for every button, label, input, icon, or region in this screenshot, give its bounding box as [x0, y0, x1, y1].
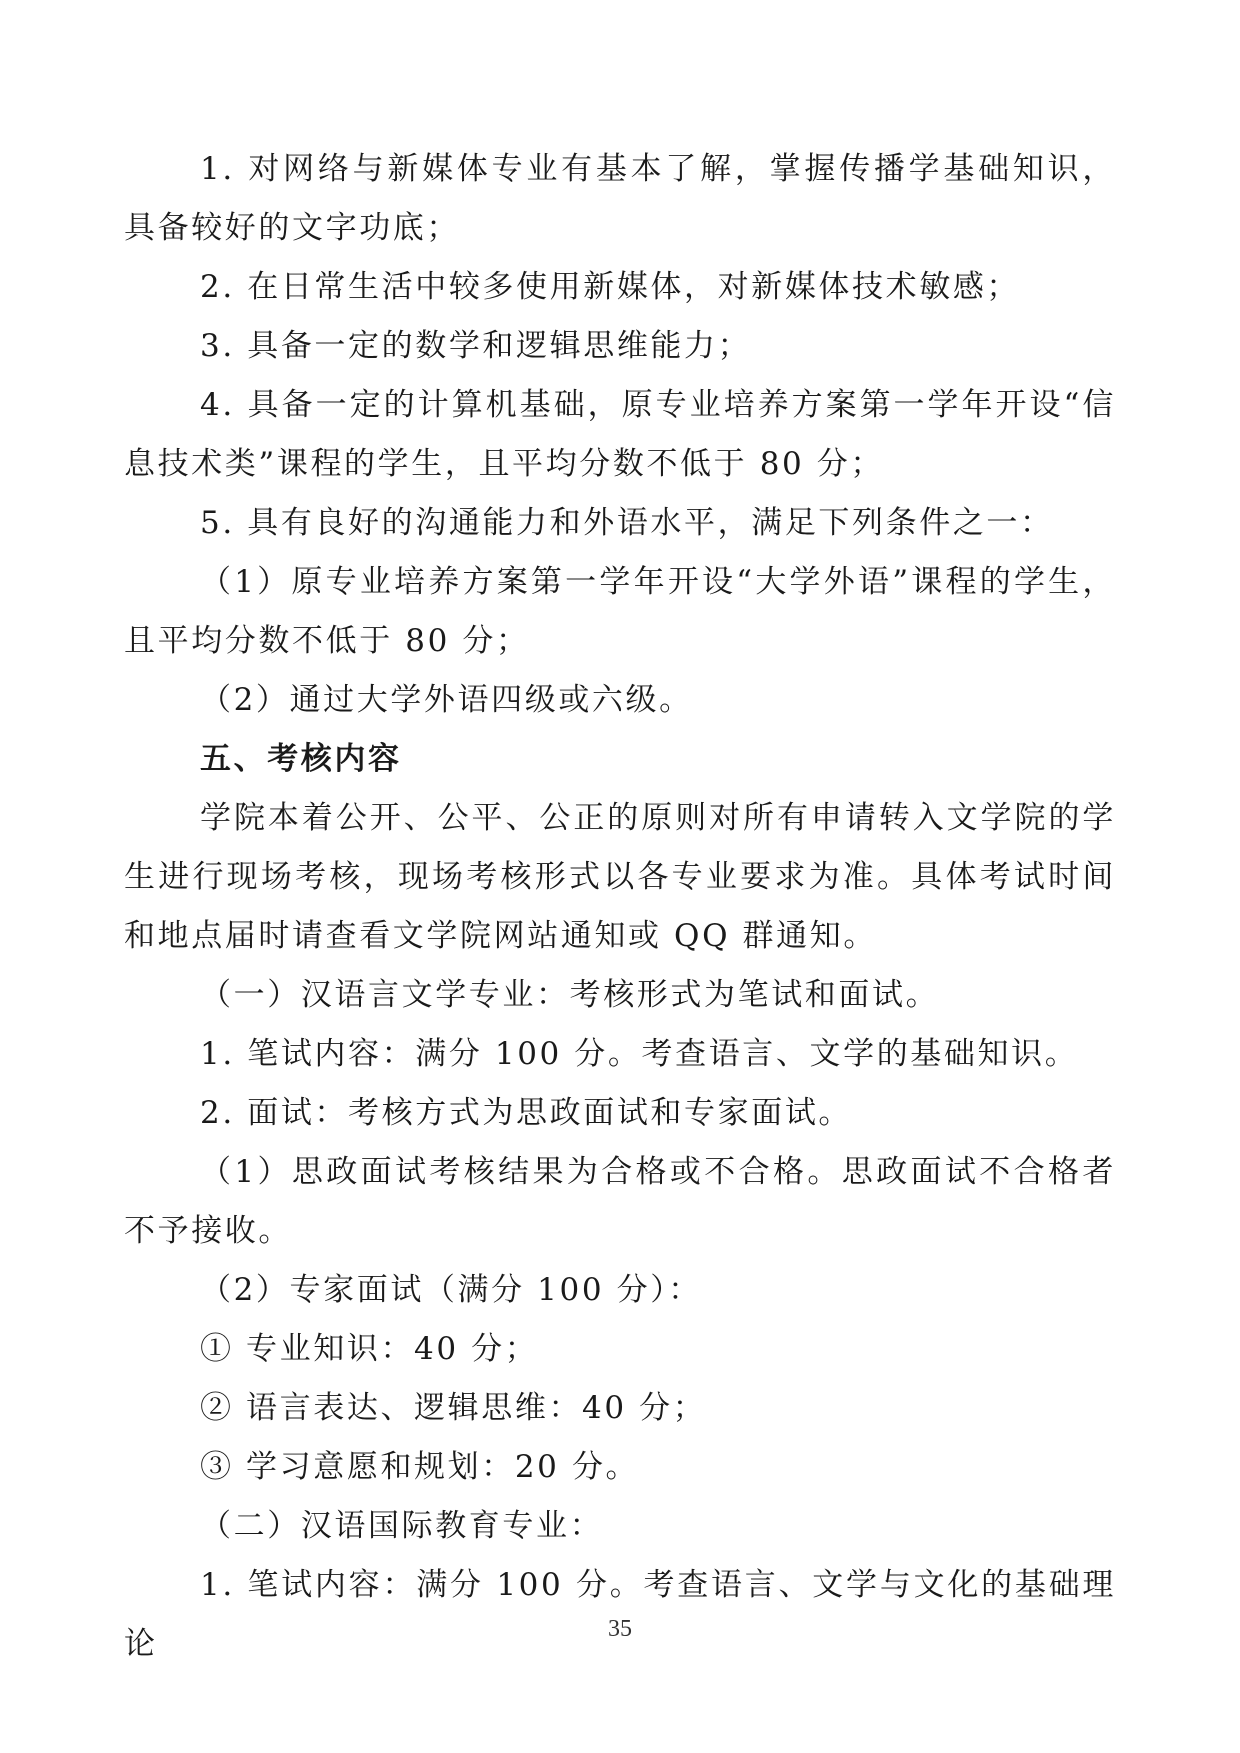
paragraph: 3. 具备一定的数学和逻辑思维能力； — [200, 328, 752, 364]
page-number: 35 — [608, 1616, 632, 1642]
section-heading: 五、考核内容 — [200, 741, 402, 777]
paragraph: （一）汉语言文学专业：考核形式为笔试和面试。 — [200, 977, 940, 1013]
paragraph: （1）原专业培养方案第一学年开设“大学外语”课程的学生，且平均分数不低于 80 分； — [124, 564, 1116, 659]
paragraph: 4. 具备一定的计算机基础，原专业培养方案第一学年开设“信息技术类”课程的学生，且平均分数不低于 80 分； — [124, 387, 1116, 482]
paragraph: 1. 笔试内容：满分 100 分。考查语言、文学与文化的基础理论 — [124, 1567, 1116, 1662]
paragraph: （1）思政面试考核结果为合格或不合格。思政面试不合格者不予接收。 — [124, 1154, 1116, 1249]
paragraph: 学院本着公开、公平、公正的原则对所有申请转入文学院的学生进行现场考核，现场考核形式以各专业要求为准。具体考试时间和地点届时请查看文学院网站通知或 QQ 群通知。 — [124, 800, 1116, 954]
document-body — [124, 140, 1116, 1674]
paragraph: ① 专业知识：40 分； — [200, 1331, 539, 1367]
paragraph: 1. 笔试内容：满分 100 分。考查语言、文学的基础知识。 — [200, 1036, 1079, 1072]
paragraph: （2）通过大学外语四级或六级。 — [200, 682, 693, 718]
paragraph: 5. 具有良好的沟通能力和外语水平，满足下列条件之一： — [200, 505, 1054, 541]
paragraph: 1. 对网络与新媒体专业有基本了解，掌握传播学基础知识，具备较好的文字功底； — [124, 151, 1116, 246]
paragraph: ③ 学习意愿和规划：20 分。 — [200, 1449, 640, 1485]
paragraph: （2）专家面试（满分 100 分）： — [200, 1272, 702, 1308]
paragraph: 2. 在日常生活中较多使用新媒体，对新媒体技术敏感； — [200, 269, 1021, 305]
paragraph: 2. 面试：考核方式为思政面试和专家面试。 — [200, 1095, 853, 1131]
paragraph: （二）汉语国际教育专业： — [200, 1508, 604, 1544]
paragraph: ② 语言表达、逻辑思维：40 分； — [200, 1390, 707, 1426]
